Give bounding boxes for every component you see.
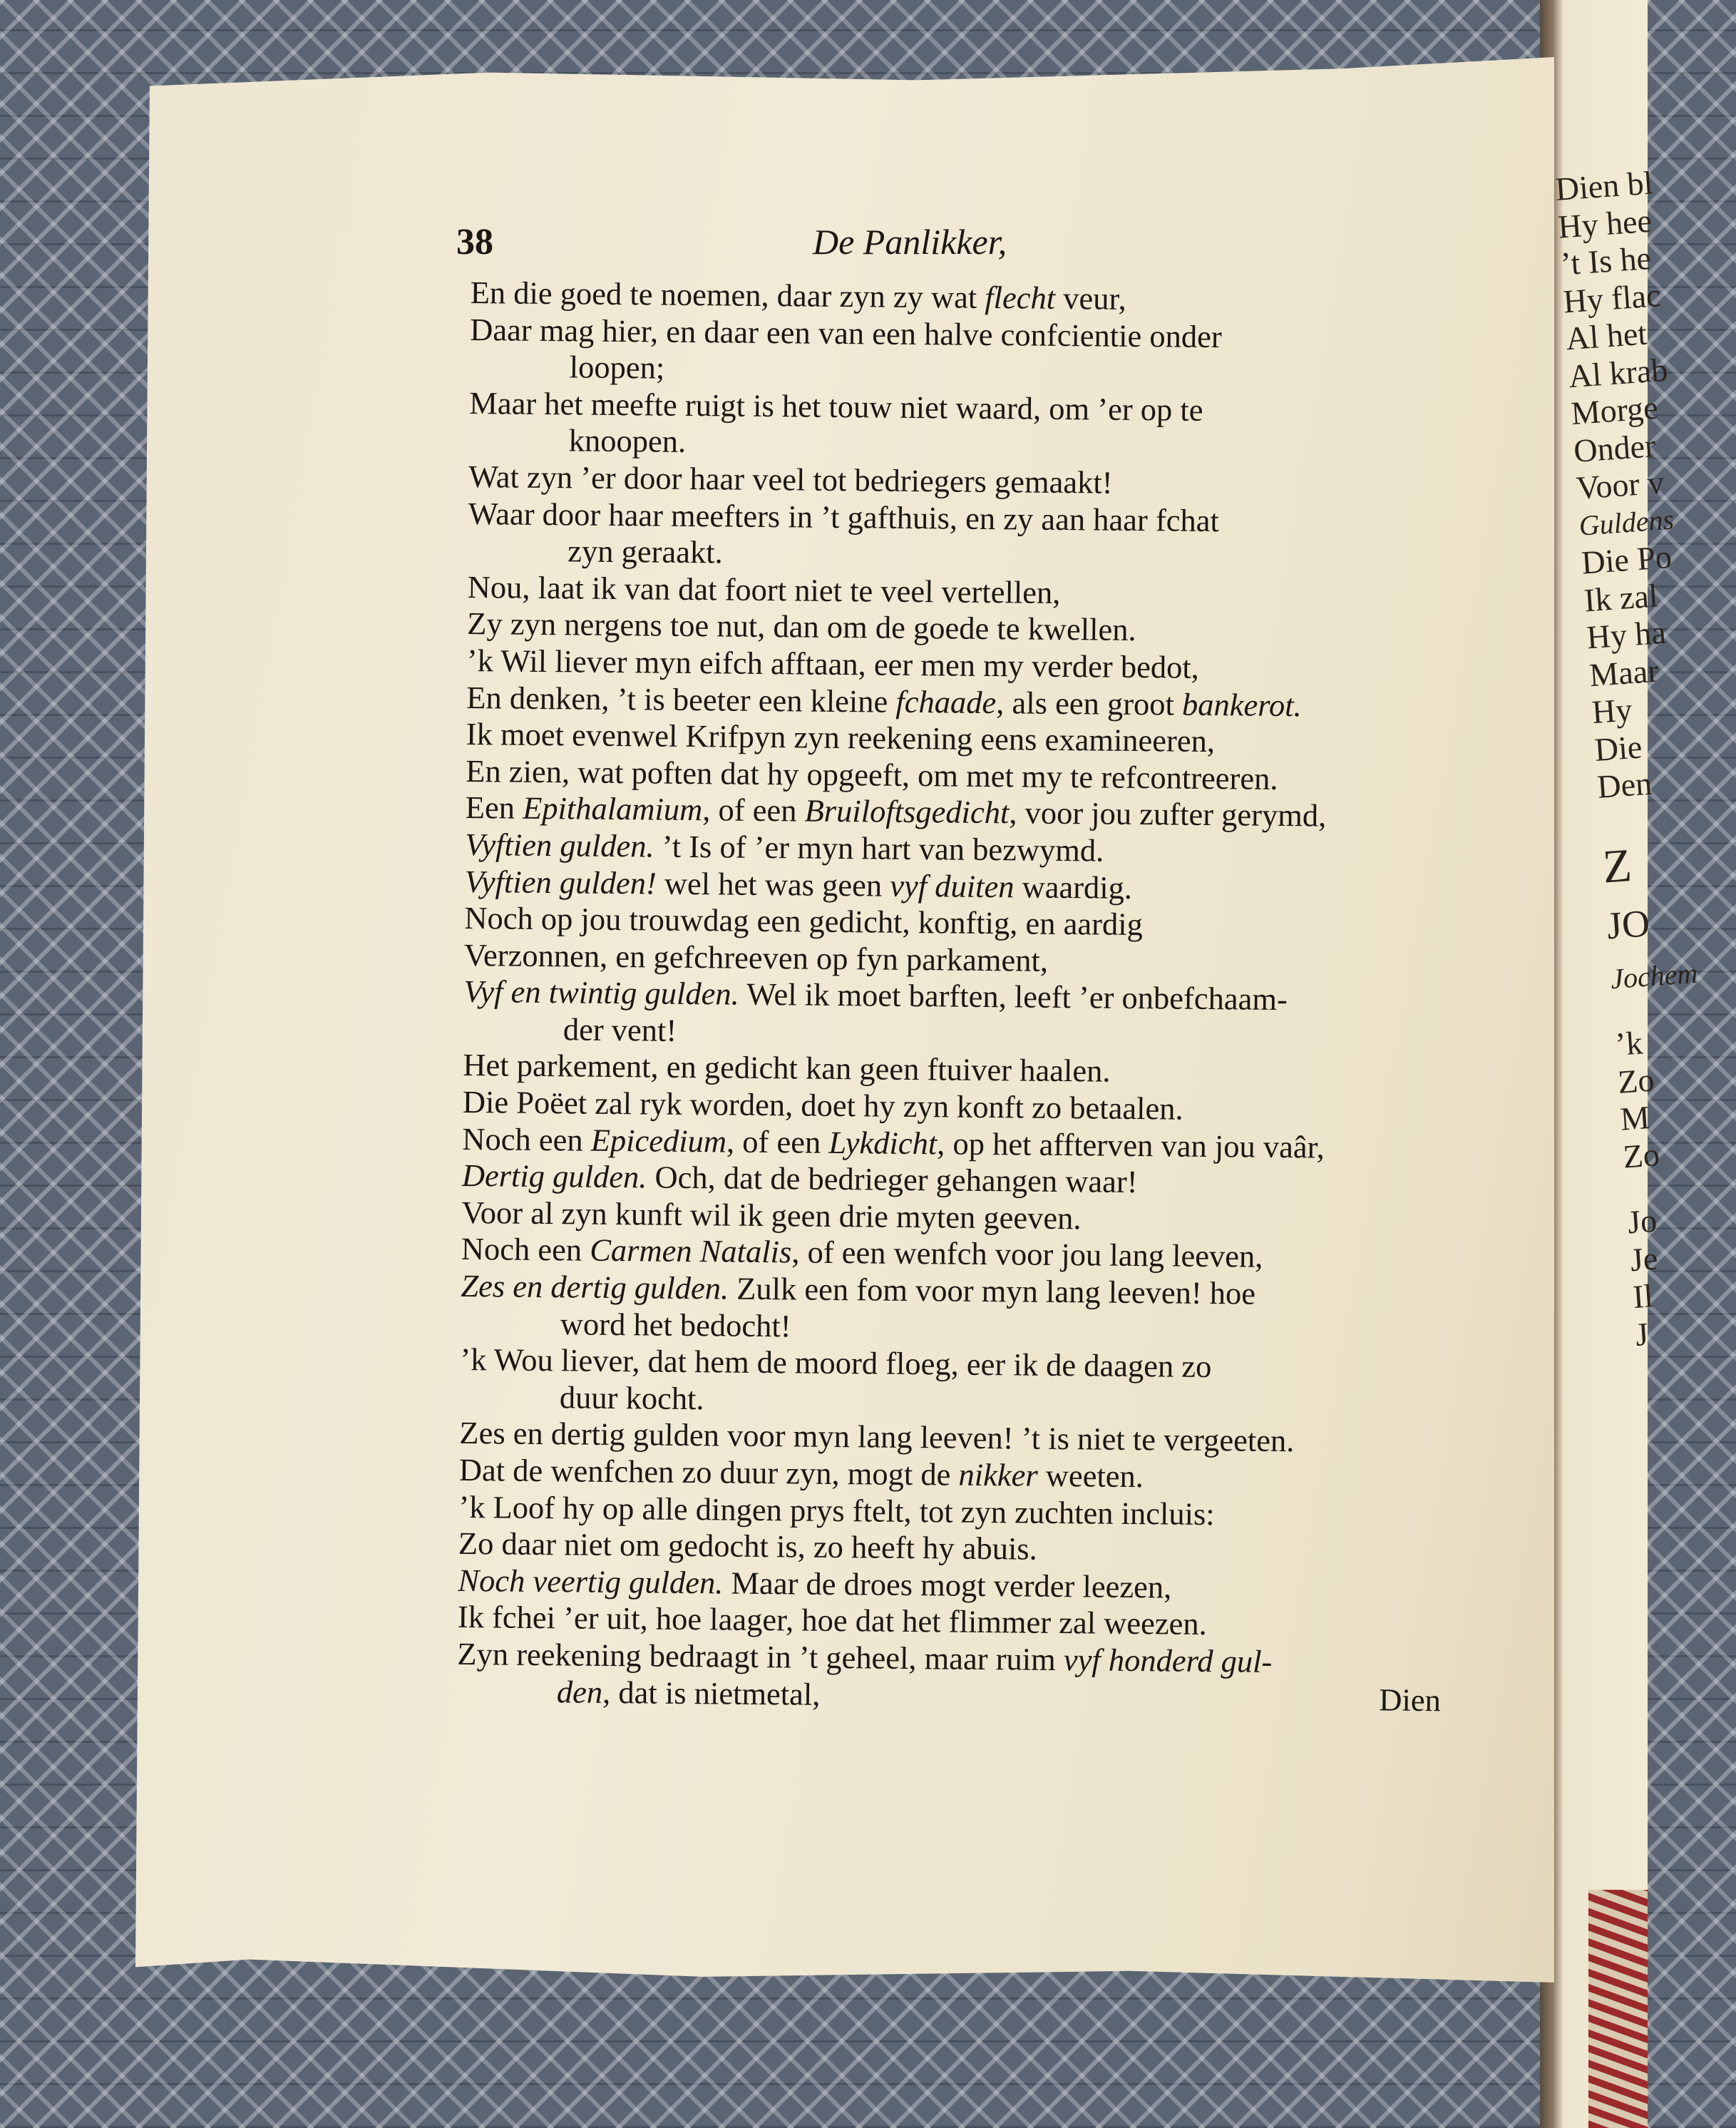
verse-text: Het parkement, en gedicht kan geen ftuiver haalen. — [463, 1047, 1111, 1090]
next-page-line: Zo — [1616, 1060, 1656, 1100]
next-page-line: Jo — [1626, 1202, 1658, 1241]
next-page-dialogue-2 — [1626, 1197, 1730, 1354]
italic-term: Bruiloftsgedicht — [804, 792, 1010, 831]
verse-text: , of een — [702, 792, 805, 829]
verse-text: , of een — [726, 1123, 829, 1160]
italic-term: fchaade — [895, 683, 997, 720]
verse-last-line-italic: den — [556, 1673, 603, 1710]
next-page-line: Ik zal — [1583, 576, 1660, 618]
verse-text: knoopen. — [568, 422, 687, 460]
verse-text: Zulk een fom voor myn lang leeven! hoe — [728, 1270, 1256, 1311]
next-page-line: Al krab — [1567, 351, 1669, 394]
next-page-line: Morge — [1569, 389, 1660, 432]
italic-term: Vyftien gulden. — [465, 826, 654, 864]
next-page-heading: Z — [1601, 839, 1633, 894]
next-page-line: Voor v — [1575, 464, 1665, 506]
italic-term: Zes en dertig gulden. — [461, 1267, 729, 1306]
italic-term: flecht — [985, 279, 1056, 316]
italic-term: vyf duiten — [890, 867, 1015, 904]
verse-text: Noch op jou trouwdag een gedicht, konftig, en aardig — [464, 900, 1144, 943]
verse-text: Zes en dertig gulden voor myn lang leeven! ’t is niet te vergeeten. — [459, 1415, 1295, 1459]
verse-lines — [457, 275, 1454, 1682]
verse-text: ’k Wou liever, dat hem de moord floeg, eer ik de daagen zo — [460, 1341, 1212, 1385]
verse-text: Zo daar niet om gedocht is, zo heeft hy abuis. — [458, 1525, 1038, 1567]
italic-term: Epicedium — [590, 1122, 727, 1160]
verse-text: Nou, laat ik van dat foort niet te veel vertellen, — [467, 568, 1061, 610]
italic-term: vyf honderd gul- — [1063, 1642, 1273, 1679]
verse-text: Verzonnen, en gefchreeven op fyn parkament, — [463, 936, 1049, 978]
verse-text-block — [457, 275, 1454, 1719]
verse-text: Wat zyn ’er door haar veel tot bedriegers gemaakt! — [468, 458, 1113, 501]
verse-text: , op het affterven van jou vaâr, — [937, 1125, 1325, 1165]
italic-term: Vyf en twintig gulden. — [463, 973, 740, 1012]
italic-term: nikker — [958, 1456, 1038, 1493]
verse-text: Maar het meefte ruigt is het touw niet waard, om ’er op te — [469, 384, 1203, 428]
verse-text: , of een wenfch voor jou lang leeven, — [791, 1234, 1263, 1275]
next-page-line: Al het — [1564, 314, 1648, 357]
verse-text: Dat de wenfchen zo duur zyn, mogt de — [458, 1451, 959, 1493]
verse-text: Maar de droes mogt verder leezen, — [723, 1565, 1172, 1605]
next-page-line: Die — [1593, 727, 1643, 768]
page-number: 38 — [456, 222, 493, 262]
verse-text: En denken, ’t is beeter een kleine — [466, 679, 896, 720]
next-page-line: Hy ha — [1585, 613, 1668, 656]
verse-text: wel het was geen — [656, 865, 890, 904]
verse-text: Zyn reekening bedraagt in ’t geheel, maar ruim — [457, 1635, 1064, 1678]
verse-text: Zy zyn nergens toe nut, dan om de goede te kwellen. — [467, 605, 1136, 648]
next-page-line: Dien bl — [1554, 164, 1654, 208]
next-page-dialogue-1 — [1614, 1020, 1717, 1176]
italic-term: Carmen Natalis — [590, 1232, 792, 1270]
verse-text: Noch een — [462, 1120, 591, 1158]
verse-text: En zien, wat poften dat hy opgeeft, om met my te refcontreeren. — [466, 752, 1278, 797]
page-header — [456, 214, 1440, 278]
verse-text: Wel ik moet barften, leeft ’er onbefchaam- — [739, 976, 1288, 1018]
verse-last-line-text — [557, 1674, 821, 1713]
verse-text: ’k Wil liever myn eifch afftaan, eer men my verder bedot, — [466, 642, 1200, 685]
verse-text: Daar mag hier, en daar een van een halve confcientie onder — [470, 311, 1222, 354]
verse-text: , als een groot — [996, 684, 1183, 722]
verse-text: weeten. — [1037, 1457, 1144, 1495]
next-page-line: Hy flac — [1561, 276, 1662, 319]
verse-text: duur kocht. — [559, 1379, 704, 1417]
italic-term: Epithalamium — [522, 790, 703, 828]
verse-text: ’k Loof hy op alle dingen prys ftelt, tot zyn zuchten incluis: — [458, 1488, 1215, 1532]
next-page-line: Onder — [1572, 426, 1657, 469]
next-page-line: Je — [1628, 1239, 1659, 1278]
next-page-speaker: Jochem — [1609, 956, 1699, 995]
next-page-name: JO — [1605, 901, 1651, 948]
verse-text: En die goed te noemen, daar zyn zy wat — [470, 275, 985, 315]
next-page-line: J — [1634, 1315, 1650, 1353]
catchword: Dien — [1379, 1681, 1442, 1718]
next-page-line: Zo — [1621, 1135, 1661, 1175]
next-page-line: ’k — [1613, 1024, 1644, 1063]
next-page-line: Hy hee — [1556, 202, 1653, 245]
verse-text: Voor al zyn kunft wil ik geen drie myten geeven. — [461, 1194, 1082, 1237]
italic-term: Vyftien gulden! — [464, 863, 657, 901]
next-page-line: Il — [1631, 1277, 1655, 1316]
verse-text: waardig. — [1014, 868, 1133, 906]
running-title: De Panlikker, — [813, 222, 1007, 262]
next-page-line: Den — [1596, 764, 1653, 805]
next-page-line: Die Po — [1580, 538, 1673, 581]
verse-text: veur, — [1054, 280, 1126, 317]
verse-text: zyn geraakt. — [567, 533, 723, 571]
italic-term: Lykdicht — [828, 1124, 938, 1161]
verse-text: der vent! — [563, 1011, 677, 1048]
verse-text: Noch een — [461, 1231, 590, 1269]
next-page-line: Guldens — [1578, 503, 1675, 542]
verse-text: Een — [465, 789, 523, 827]
verse-text: Ik fchei ’er uit, hoe laager, hoe dat het flimmer zal weezen. — [457, 1599, 1207, 1642]
verse-last-line-rest: , dat is nietmetal, — [602, 1674, 821, 1712]
next-page-line: ’t Is he — [1559, 239, 1653, 282]
next-page-line: M — [1619, 1098, 1651, 1137]
verse-text: Och, dat de bedrieger gehangen waar! — [647, 1159, 1138, 1200]
book-edge-ribbon — [1588, 1890, 1648, 2128]
verse-text: Die Poëet zal ryk worden, doet hy zyn konft zo betaalen. — [462, 1084, 1183, 1127]
verse-text: Waar door haar meefters in ’t gafthuis, en zy aan haar fchat — [468, 495, 1220, 538]
verse-text: word het bedocht! — [560, 1305, 791, 1344]
italic-term: Dertig gulden. — [461, 1157, 647, 1195]
verse-text: , voor jou zufter gerymd, — [1009, 794, 1327, 834]
next-page-line: Maar — [1588, 652, 1660, 693]
next-page-line: Hy — [1591, 691, 1633, 731]
verse-text: loopen; — [569, 349, 665, 386]
verse-text: ’t Is of ’er myn hart van bezwymd. — [654, 828, 1104, 869]
verse-text: Ik moet evenwel Krifpyn zyn reekening eens examineeren, — [466, 716, 1216, 759]
italic-term: Noch veertig gulden. — [458, 1562, 724, 1601]
italic-term: bankerot. — [1181, 686, 1302, 723]
